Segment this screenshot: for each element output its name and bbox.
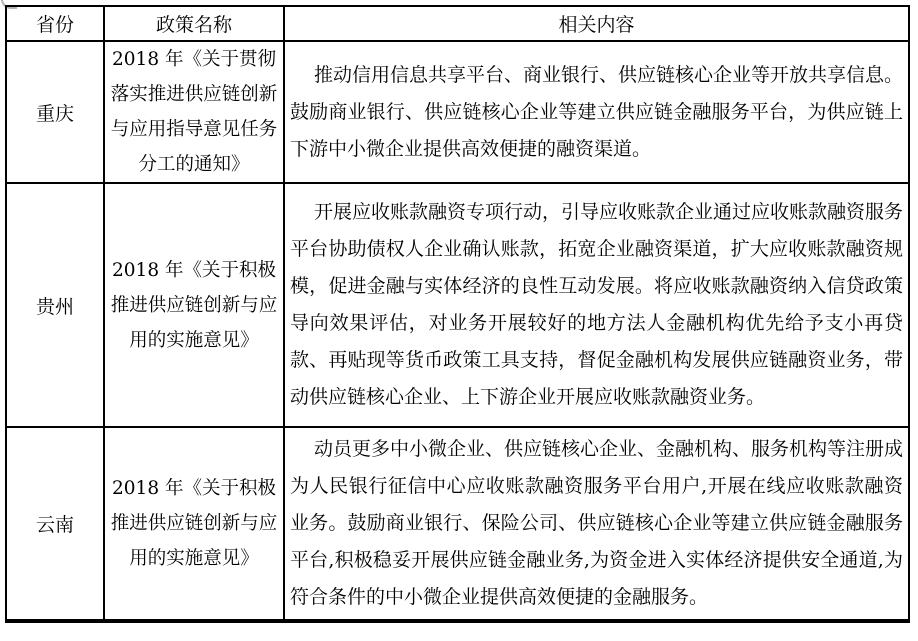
table-row-guizhou xyxy=(6,183,909,427)
province-cell: 贵州 xyxy=(6,183,104,427)
policy-name-cell: 2018 年《关于积极推进供应链创新与应用的实施意见》 xyxy=(104,183,284,427)
policy-table xyxy=(5,5,910,623)
policy-content-cell: 推动信用信息共享平台、商业银行、供应链核心企业等开放共享信息。鼓励商业银行、供应链核心企业等建立供应链金融服务平台，为供应链上下游中小微企业提供高效便捷的融资渠道。 xyxy=(284,41,909,183)
table-row-chongqing xyxy=(6,41,909,183)
column-header-policy-name: 政策名称 xyxy=(104,6,284,41)
table-header-row xyxy=(6,6,909,41)
column-header-related-content: 相关内容 xyxy=(284,6,909,41)
policy-content-cell: 动员更多中小微企业、供应链核心企业、金融机构、服务机构等注册成为人民银行征信中心应收账款融资服务平台用户,开展在线应收账款融资业务。鼓励商业银行、保险公司、供应链核心企业等建立供应链金融服务平台,积极稳妥开展供应链金融业务,为资金进入实体经济提供安全通道,为符合条件的中小微企业提供高效便捷的金融服务。 xyxy=(284,427,909,621)
policy-name-cell: 2018 年《关于贯彻落实推进供应链创新与应用指导意见任务分工的通知》 xyxy=(104,41,284,183)
column-header-province: 省份 xyxy=(6,6,104,41)
province-cell: 重庆 xyxy=(6,41,104,183)
table-row-yunnan xyxy=(6,427,909,621)
policy-content-cell: 开展应收账款融资专项行动，引导应收账款企业通过应收账款融资服务平台协助债权人企业确认账款，拓宽企业融资渠道，扩大应收账款融资规模，促进金融与实体经济的良性互动发展。将应收账款融资纳入信贷政策导向效果评估，对业务开展较好的地方法人金融机构优先给予支小再贷款、再贴现等货币政策工具支持，督促金融机构发展供应链融资业务，带动供应链核心企业、上下游企业开展应收账款融资业务。 xyxy=(284,183,909,427)
policy-name-cell: 2018 年《关于积极推进供应链创新与应用的实施意见》 xyxy=(104,427,284,621)
province-cell: 云南 xyxy=(6,427,104,621)
